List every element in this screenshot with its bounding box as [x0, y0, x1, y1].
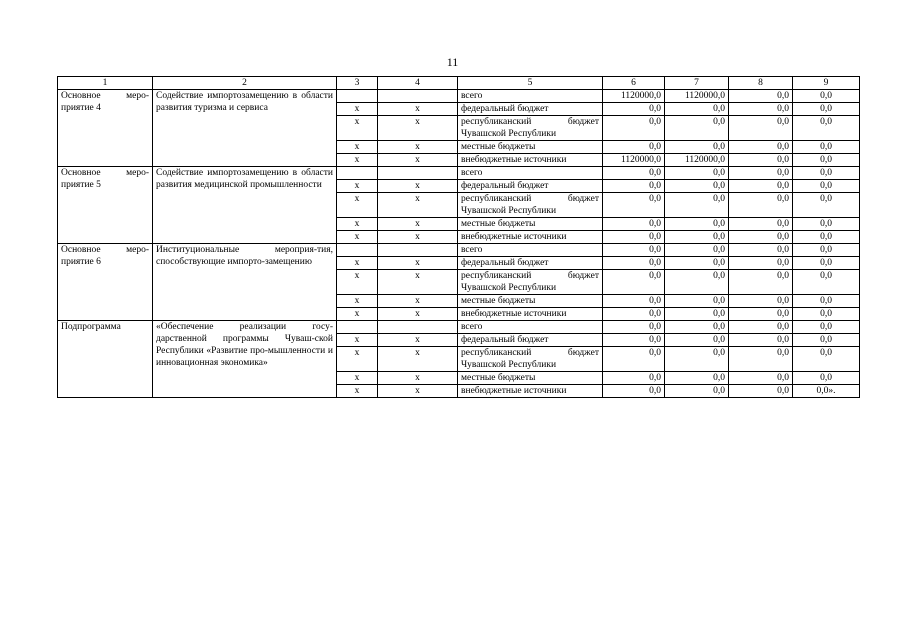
- table-row: [58, 321, 860, 334]
- col6-value-cell: 1120000,0: [603, 90, 665, 103]
- activity-description-cell: Содействие импортозамещению в области развития туризма и сервиса: [153, 90, 337, 167]
- col7-value-cell: 0,0: [665, 270, 729, 295]
- col4-cell: х: [378, 231, 458, 244]
- col6-value-cell: 0,0: [603, 231, 665, 244]
- col4-cell: [378, 321, 458, 334]
- funding-source-cell: местные бюджеты: [458, 218, 603, 231]
- funding-source-cell: внебюджетные источники: [458, 231, 603, 244]
- col7-value-cell: 0,0: [665, 231, 729, 244]
- col6-value-cell: 0,0: [603, 193, 665, 218]
- activity-description-cell: Институциональные мероприя-тия, способствующие импорто-замещению: [153, 244, 337, 321]
- col9-value-cell: 0,0: [793, 103, 860, 116]
- col9-value-cell: 0,0: [793, 244, 860, 257]
- col8-value-cell: 0,0: [729, 257, 793, 270]
- col7-value-cell: 0,0: [665, 308, 729, 321]
- header-cell-4: 4: [378, 77, 458, 90]
- col3-cell: х: [337, 180, 378, 193]
- col4-cell: х: [378, 180, 458, 193]
- col3-cell: х: [337, 295, 378, 308]
- col7-value-cell: 0,0: [665, 347, 729, 372]
- col7-value-cell: 0,0: [665, 295, 729, 308]
- col9-value-cell: 0,0: [793, 257, 860, 270]
- col3-cell: х: [337, 154, 378, 167]
- funding-source-cell: местные бюджеты: [458, 295, 603, 308]
- col7-value-cell: 0,0: [665, 218, 729, 231]
- header-cell-6: 6: [603, 77, 665, 90]
- col8-value-cell: 0,0: [729, 103, 793, 116]
- col8-value-cell: 0,0: [729, 270, 793, 295]
- col3-cell: х: [337, 385, 378, 398]
- col6-value-cell: 0,0: [603, 218, 665, 231]
- col6-value-cell: 0,0: [603, 308, 665, 321]
- funding-source-cell: федеральный бюджет: [458, 180, 603, 193]
- col9-value-cell: 0,0: [793, 116, 860, 141]
- col6-value-cell: 0,0: [603, 295, 665, 308]
- col3-cell: х: [337, 372, 378, 385]
- funding-source-cell: республиканский бюджет Чувашской Республики: [458, 116, 603, 141]
- col3-cell: х: [337, 334, 378, 347]
- col9-value-cell: 0,0: [793, 308, 860, 321]
- col8-value-cell: 0,0: [729, 372, 793, 385]
- funding-source-cell: внебюджетные источники: [458, 308, 603, 321]
- col7-value-cell: 0,0: [665, 334, 729, 347]
- col9-value-cell: 0,0: [793, 218, 860, 231]
- col7-value-cell: 0,0: [665, 116, 729, 141]
- col8-value-cell: 0,0: [729, 141, 793, 154]
- activity-description-cell: «Обеспечение реализации госу-дарственной программы Чуваш-ской Республики «Развитие про-мышленности и инновационная экономика»: [153, 321, 337, 398]
- col3-cell: х: [337, 116, 378, 141]
- col9-value-cell: 0,0: [793, 141, 860, 154]
- header-cell-2: 2: [153, 77, 337, 90]
- col4-cell: х: [378, 193, 458, 218]
- col7-value-cell: 0,0: [665, 167, 729, 180]
- col8-value-cell: 0,0: [729, 334, 793, 347]
- col9-value-cell: 0,0: [793, 295, 860, 308]
- col7-value-cell: 0,0: [665, 244, 729, 257]
- col7-value-cell: 0,0: [665, 321, 729, 334]
- col9-value-cell: 0,0: [793, 347, 860, 372]
- col4-cell: х: [378, 141, 458, 154]
- table-row: [58, 244, 860, 257]
- col3-cell: х: [337, 270, 378, 295]
- col7-value-cell: 1120000,0: [665, 154, 729, 167]
- col8-value-cell: 0,0: [729, 167, 793, 180]
- col4-cell: х: [378, 154, 458, 167]
- col6-value-cell: 0,0: [603, 180, 665, 193]
- funding-source-cell: всего: [458, 167, 603, 180]
- header-cell-9: 9: [793, 77, 860, 90]
- col7-value-cell: 0,0: [665, 103, 729, 116]
- col4-cell: х: [378, 116, 458, 141]
- col9-value-cell: 0,0: [793, 334, 860, 347]
- col3-cell: х: [337, 257, 378, 270]
- col4-cell: х: [378, 103, 458, 116]
- col4-cell: х: [378, 218, 458, 231]
- col4-cell: х: [378, 334, 458, 347]
- funding-source-cell: всего: [458, 321, 603, 334]
- col6-value-cell: 0,0: [603, 270, 665, 295]
- col8-value-cell: 0,0: [729, 231, 793, 244]
- col9-value-cell: 0,0: [793, 167, 860, 180]
- col8-value-cell: 0,0: [729, 385, 793, 398]
- col8-value-cell: 0,0: [729, 154, 793, 167]
- col8-value-cell: 0,0: [729, 218, 793, 231]
- col9-value-cell: 0,0: [793, 193, 860, 218]
- col8-value-cell: 0,0: [729, 308, 793, 321]
- col4-cell: х: [378, 385, 458, 398]
- col3-cell: [337, 244, 378, 257]
- funding-source-cell: местные бюджеты: [458, 372, 603, 385]
- header-cell-8: 8: [729, 77, 793, 90]
- col6-value-cell: 0,0: [603, 244, 665, 257]
- col8-value-cell: 0,0: [729, 347, 793, 372]
- col6-value-cell: 0,0: [603, 372, 665, 385]
- col6-value-cell: 0,0: [603, 257, 665, 270]
- col9-value-cell: 0,0: [793, 90, 860, 103]
- col8-value-cell: 0,0: [729, 321, 793, 334]
- col4-cell: х: [378, 295, 458, 308]
- col3-cell: х: [337, 231, 378, 244]
- col7-value-cell: 0,0: [665, 257, 729, 270]
- col4-cell: [378, 244, 458, 257]
- activity-name-cell: Основное меро-приятие 5: [58, 167, 153, 244]
- col4-cell: х: [378, 372, 458, 385]
- col6-value-cell: 1120000,0: [603, 154, 665, 167]
- funding-source-cell: республиканский бюджет Чувашской Республики: [458, 347, 603, 372]
- col4-cell: х: [378, 347, 458, 372]
- col8-value-cell: 0,0: [729, 116, 793, 141]
- col3-cell: х: [337, 141, 378, 154]
- funding-source-cell: всего: [458, 90, 603, 103]
- col3-cell: х: [337, 103, 378, 116]
- table-row: [58, 167, 860, 180]
- funding-source-cell: федеральный бюджет: [458, 103, 603, 116]
- col7-value-cell: 0,0: [665, 180, 729, 193]
- table-body: [58, 90, 860, 398]
- col3-cell: х: [337, 193, 378, 218]
- funding-source-cell: федеральный бюджет: [458, 334, 603, 347]
- col7-value-cell: 0,0: [665, 385, 729, 398]
- col6-value-cell: 0,0: [603, 321, 665, 334]
- col3-cell: [337, 167, 378, 180]
- col6-value-cell: 0,0: [603, 347, 665, 372]
- col8-value-cell: 0,0: [729, 295, 793, 308]
- col8-value-cell: 0,0: [729, 193, 793, 218]
- table-header: [58, 77, 860, 90]
- col6-value-cell: 0,0: [603, 385, 665, 398]
- col4-cell: [378, 90, 458, 103]
- col6-value-cell: 0,0: [603, 116, 665, 141]
- col3-cell: х: [337, 347, 378, 372]
- col9-value-cell: 0,0: [793, 231, 860, 244]
- col9-value-cell: 0,0: [793, 180, 860, 193]
- col9-value-cell: 0,0: [793, 372, 860, 385]
- col4-cell: х: [378, 270, 458, 295]
- header-cell-7: 7: [665, 77, 729, 90]
- col7-value-cell: 0,0: [665, 372, 729, 385]
- col9-value-cell: 0,0: [793, 154, 860, 167]
- activity-name-cell: Основное меро-приятие 4: [58, 90, 153, 167]
- col9-value-cell: 0,0: [793, 270, 860, 295]
- col6-value-cell: 0,0: [603, 167, 665, 180]
- funding-source-cell: федеральный бюджет: [458, 257, 603, 270]
- col3-cell: х: [337, 218, 378, 231]
- col9-value-cell: 0,0».: [793, 385, 860, 398]
- col6-value-cell: 0,0: [603, 334, 665, 347]
- funding-source-cell: всего: [458, 244, 603, 257]
- col7-value-cell: 0,0: [665, 141, 729, 154]
- header-cell-1: 1: [58, 77, 153, 90]
- col7-value-cell: 0,0: [665, 193, 729, 218]
- activity-description-cell: Содействие импортозамещению в области развития медицинской промышленности: [153, 167, 337, 244]
- col6-value-cell: 0,0: [603, 141, 665, 154]
- funding-source-cell: внебюджетные источники: [458, 154, 603, 167]
- funding-source-cell: республиканский бюджет Чувашской Республики: [458, 270, 603, 295]
- funding-source-cell: республиканский бюджет Чувашской Республики: [458, 193, 603, 218]
- col3-cell: [337, 90, 378, 103]
- activity-name-cell: Подпрограмма: [58, 321, 153, 398]
- col9-value-cell: 0,0: [793, 321, 860, 334]
- col8-value-cell: 0,0: [729, 90, 793, 103]
- col3-cell: [337, 321, 378, 334]
- table-row: [58, 90, 860, 103]
- funding-source-cell: местные бюджеты: [458, 141, 603, 154]
- col8-value-cell: 0,0: [729, 180, 793, 193]
- header-cell-3: 3: [337, 77, 378, 90]
- col3-cell: х: [337, 308, 378, 321]
- col4-cell: х: [378, 257, 458, 270]
- col4-cell: [378, 167, 458, 180]
- col7-value-cell: 1120000,0: [665, 90, 729, 103]
- header-cell-5: 5: [458, 77, 603, 90]
- page-number: 11: [446, 55, 459, 69]
- funding-source-cell: внебюджетные источники: [458, 385, 603, 398]
- col4-cell: х: [378, 308, 458, 321]
- col8-value-cell: 0,0: [729, 244, 793, 257]
- budget-table: [57, 76, 860, 398]
- header-row: [58, 77, 860, 90]
- col6-value-cell: 0,0: [603, 103, 665, 116]
- activity-name-cell: Основное меро-приятие 6: [58, 244, 153, 321]
